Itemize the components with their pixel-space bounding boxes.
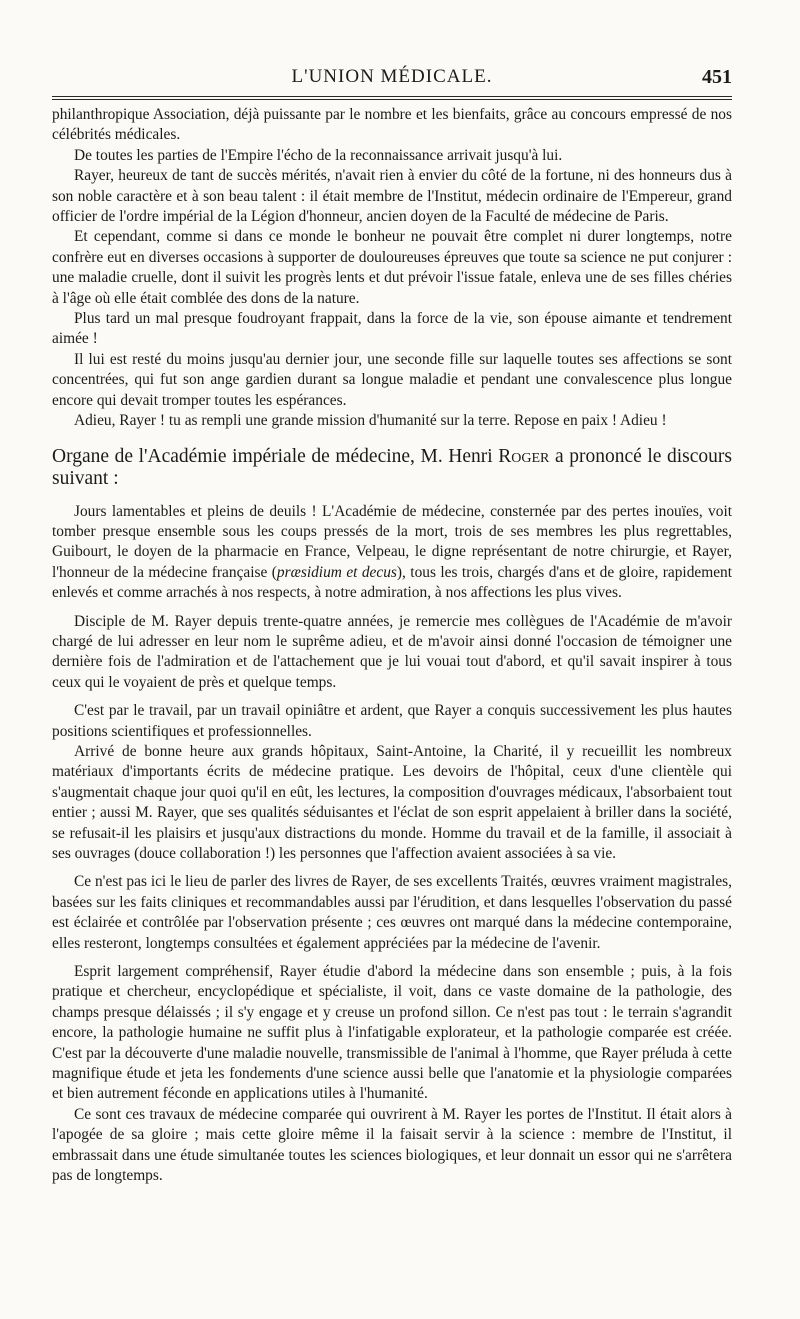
article-body [52,105,732,1187]
page-number: 451 [702,66,732,88]
heading-text-end: a prononcé le discours suivant : [52,445,732,489]
paragraph: Esprit largement compréhensif, Rayer étudie d'abord la médecine dans son ensemble ; puis, à la fois pratique et chercheur, encyclopédique et spécialiste, il voit, dans ce vaste domaine de la pathologie, des champs presque délaissés ; il s'y engage et y creuse un profond sillon. Ce n'est pas tout : le terrain s'agrandit encore, la pathologie humaine ne suffit plus à l'infatigable explorateur, et la pathologie comparée est créée. C'est par la découverte d'une maladie nouvelle, transmissible de l'animal à l'homme, que Rayer préluda à cette magnifique étude et jeta les fondements d'une science aussi belle que l'anatomie et la physiologie comparées et bien autrement féconde en applications utiles à l'humanité. [52,963,732,1103]
paragraph: Arrivé de bonne heure aux grands hôpitaux, Saint-Antoine, la Charité, il y recueillit les nombreux matériaux d'importants écrits de médecine pratique. Les devoirs de l'hôpital, ceux d'une clientèle qui s'augmentait chaque jour quoi qu'il en eût, les lectures, la composition d'ouvrages médicaux, l'absorbaient tout entier ; aussi M. Rayer, que ses qualités séduisantes et l'éclat de son esprit appelaient à briller dans la société, se refusait-il les plaisirs et jusqu'aux distractions du monde. Homme du travail et de la famille, il associait à ses ouvrages (douce collaboration !) les personnes que l'affection avaient associées à sa vie. [52,742,732,862]
paragraph: Plus tard un mal presque foudroyant frappait, dans la force de la vie, son épouse aimante et tendrement aimée ! [52,310,732,348]
page-header [52,62,732,97]
paragraph-text-end: ), tous les trois, chargés d'ans et de gloire, rapidement enlevés et comme arrachés à nos respects, à notre admiration, à nos affections les plus vives. [52,563,733,602]
paragraph: C'est par le travail, par un travail opiniâtre et ardent, que Rayer a conquis successivement les plus hautes positions scientifiques et professionnelles. [52,702,732,740]
paragraph [52,502,732,604]
paragraph-text: Jours lamentables et pleins de deuils ! L'Académie de médecine, consternée par des pertes inouïes, voit tomber presque ensemble sous les coups pressés de la mort, trois de ses membres les plus regrettables, Guibourt, le doyen de la pharmacie en France, Velpeau, le digne représentant de notre chirurgie, et Rayer, l'honneur de la médecine française ( [52,502,732,581]
paragraph: Ce sont ces travaux de médecine comparée qui ouvrirent à M. Rayer les portes de l'Institut. Il était alors à l'apogée de sa gloire ; mais cette gloire même il la faisait servir à la science : membre de l'Institut, il embrassait dans une étude simultanée toutes les sciences biologiques, et leur donnait un essor qui ne s'arrêtera pas de longtemps. [52,1105,732,1185]
running-title: L'UNION MÉDICALE. [291,66,493,87]
paragraph: De toutes les parties de l'Empire l'écho de la reconnaissance arrivait jusqu'à lui. [74,146,563,164]
paragraph: Il lui est resté du moins jusqu'au dernier jour, une seconde fille sur laquelle toutes ses affections se sont concentrées, qui fut son ange gardien durant sa longue maladie et pendant une convalescence plus longue encore qui devait tromper toutes les espérances. [52,350,732,409]
heading-text: Organe de l'Académie impériale de médecine, M. Henri [52,445,499,467]
paragraph: Rayer, heureux de tant de succès mérités, n'avait rien à envier du côté de la fortune, ni des honneurs dus à son noble caractère et à son beau talent : il était membre de l'Institut, médecin ordinaire de l'Empereur, grand officier de l'ordre impérial de la Légion d'honneur, ancien doyen de la Faculté de médecine de Paris. [52,167,732,226]
section-heading [52,446,732,490]
paragraph: philanthropique Association, déjà puissante par le nombre et les bienfaits, grâce au concours empressé de nos célébrités médicales. [52,106,732,144]
speaker-name: Roger [498,445,550,467]
paragraph: Disciple de M. Rayer depuis trente-quatre années, je remercie mes collègues de l'Académie de m'avoir chargé de lui adresser en leur nom le suprême adieu, et de m'avoir ainsi donné l'occasion de témoigner une dernière fois de l'admiration et de l'attachement que je lui vouai tout d'abord, et qu'il savait inspirer à tous ceux qui le voyaient de près et quelque temps. [52,612,732,691]
latin-phrase: præsidium et decus [276,563,397,581]
paragraph: Adieu, Rayer ! tu as rempli une grande mission d'humanité sur la terre. Repose en paix ! Adieu ! [74,412,667,430]
paragraph: Et cependant, comme si dans ce monde le bonheur ne pouvait être complet ni durer longtemps, notre confrère eut en diverses occasions à supporter de douloureuses épreuves que toute sa science ne put conjurer : une maladie cruelle, dont il suivit les progrès lents et dut prévoir l'issue fatale, enleva une de ses filles chéries à l'âge où elle était comblée des dons de la nature. [52,228,732,307]
paragraph: Ce n'est pas ici le lieu de parler des livres de Rayer, de ses excellents Traités, œuvres vraiment magistrales, basées sur les faits cliniques et recommandables aussi par l'érudition, et dans lesquelles l'observation du passé est éclairée et contrôlée par l'observation présente ; ces œuvres ont marqué dans la médecine contemporaine, elles resteront, longtemps consultées et également appréciées par la médecine de l'avenir. [52,873,732,952]
